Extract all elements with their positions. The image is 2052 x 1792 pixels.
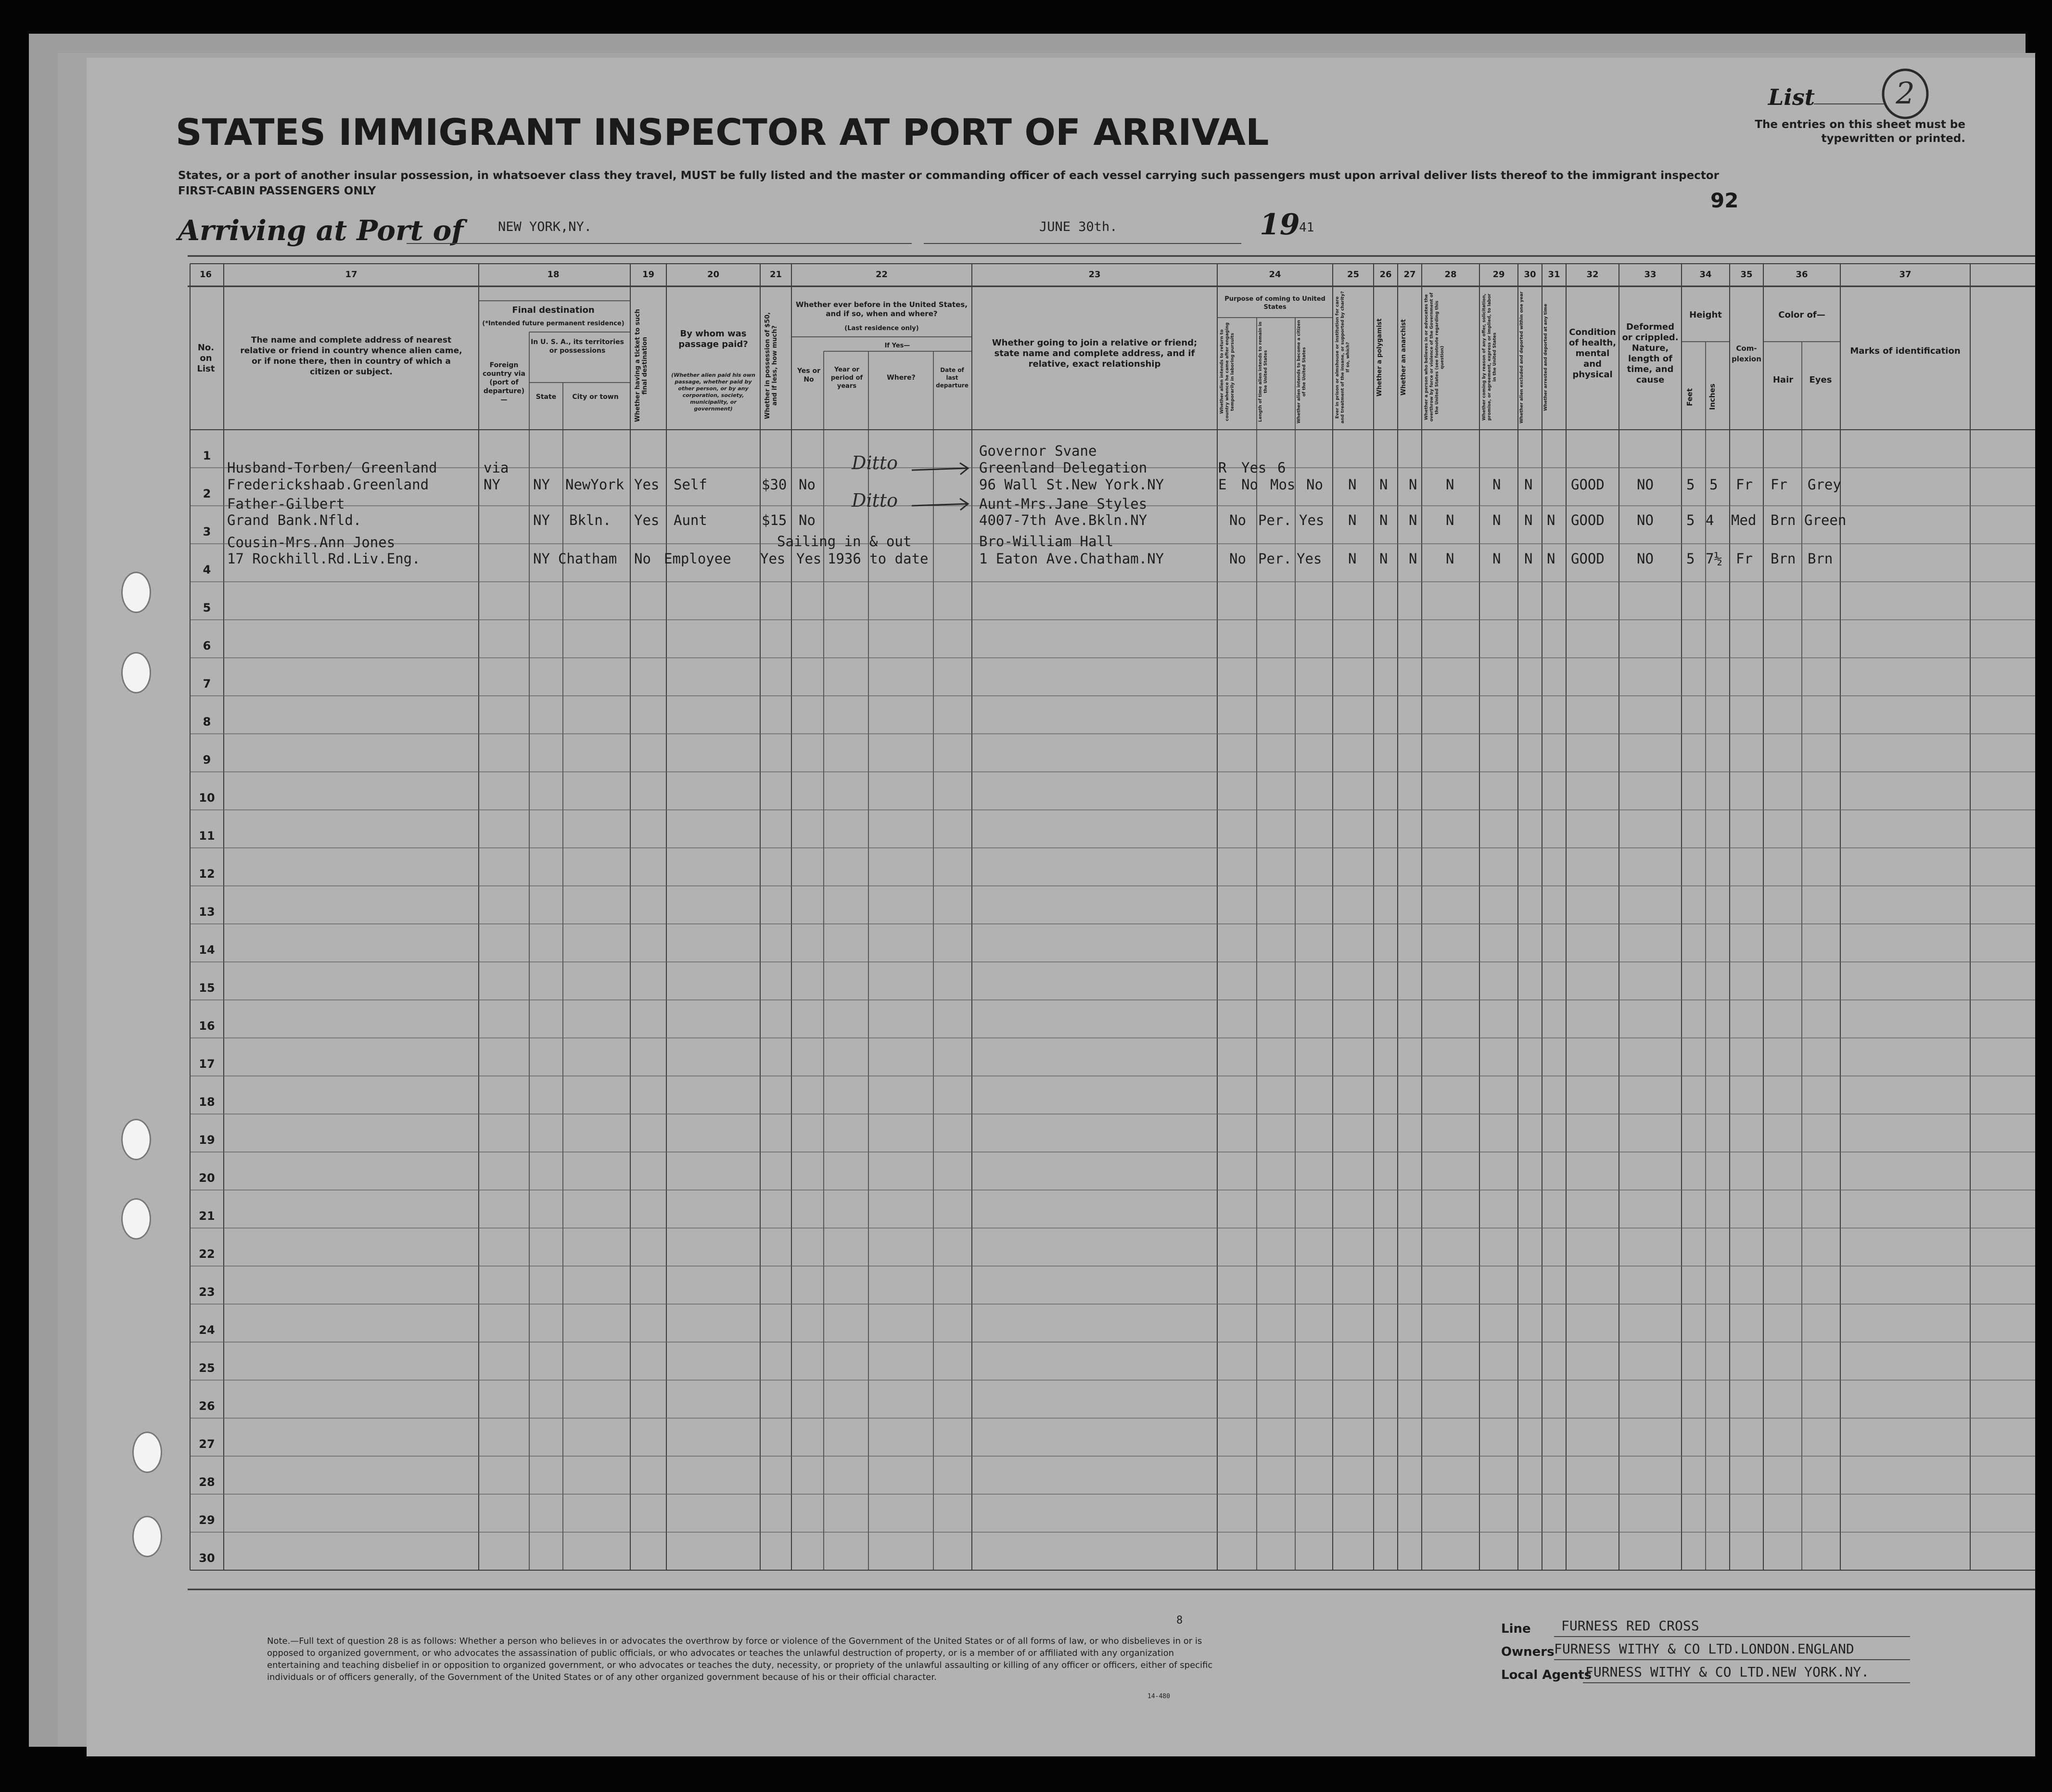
row2-paid-by: Aunt: [674, 512, 707, 528]
header-height: Height: [1689, 310, 1722, 320]
header-purpose-length: Length of time alien intends to remain in the United States: [1258, 321, 1268, 422]
row-number: 8: [203, 715, 211, 729]
header-foreign-country: Foreign country via (port of departure)—: [483, 361, 525, 404]
row2-citizen: Yes: [1299, 512, 1325, 528]
header-ever-before: Whether ever before in the United States, and if so, when and where?: [796, 300, 968, 318]
line-underline: [1554, 1636, 1910, 1637]
row3-health: GOOD: [1571, 550, 1605, 567]
header-state: State: [535, 393, 557, 401]
row1-join-3: 96 Wall St.New York.NY: [979, 476, 1164, 493]
line-value: FURNESS RED CROSS: [1561, 1618, 1699, 1634]
row3-join-2: 1 Eaton Ave.Chatham.NY: [979, 550, 1164, 567]
row2-complexion: Med: [1731, 512, 1757, 528]
row3-sailing: Sailing in & out: [777, 533, 912, 550]
col-num-37: 37: [1899, 269, 1912, 280]
row-number: 27: [199, 1437, 215, 1451]
row1-q31: N: [1524, 476, 1533, 493]
header-nearest-relative: The name and complete address of nearest relative or friend in country whence alien came, or if none there, then in country of which a citizen or subject.: [240, 335, 462, 377]
col-num-19: 19: [642, 269, 655, 280]
col-num-35: 35: [1740, 269, 1753, 280]
row-number: 17: [199, 1057, 215, 1071]
row3-q31: N: [1547, 550, 1555, 567]
row-number: 3: [203, 525, 211, 538]
col-num-23: 23: [1088, 269, 1101, 280]
row1-relative-1: Husband-Torben/ Greenland: [227, 460, 437, 476]
header-in-usa: In U. S. A., its territories or possessions: [531, 338, 624, 355]
row2-relative-1: Father-Gilbert: [227, 496, 345, 512]
row1-join-1: Governor Svane: [979, 443, 1097, 459]
row2-state: NY: [533, 512, 550, 528]
owners-label: Owners: [1501, 1645, 1555, 1659]
header-years: Year or period of years: [830, 366, 863, 390]
agents-underline: [1583, 1682, 1910, 1683]
row1-ditto: Ditto: [852, 452, 898, 474]
header-final-destination-note: (*Intended future permanent residence): [482, 320, 625, 327]
header-final-destination: Final destination: [512, 305, 595, 315]
svg-text:2: 2: [1896, 76, 1915, 111]
row-number: 25: [199, 1361, 215, 1375]
header-date-departure: Date of last departure: [936, 367, 969, 389]
row1-complexion: Fr: [1736, 476, 1753, 493]
row-number: 2: [203, 487, 211, 500]
header-health: Condition of health, mental and physical: [1568, 327, 1617, 380]
agents-label: Local Agents: [1501, 1668, 1592, 1682]
header-city: City or town: [572, 393, 619, 401]
row1-state: NY: [533, 476, 550, 493]
row2-city: Bkln.: [569, 512, 612, 528]
col-num-33: 33: [1644, 269, 1657, 280]
page-title: STATES IMMIGRANT INSPECTOR AT PORT OF ARRIVAL: [176, 111, 1269, 154]
col-num-20: 20: [707, 269, 720, 280]
page-marker: 8: [1176, 1614, 1183, 1626]
row2-eyes: Green: [1804, 512, 1847, 528]
col-num-25: 25: [1347, 269, 1360, 280]
row2-prison: N: [1348, 512, 1357, 528]
footnote-q28: Note.—Full text of question 28 is as follows: Whether a person who believes in or advocates the overthrow by force or violence of the Government of the United States or of all forms of law, or who disbelieves in or is opposed to organized government, or who advocates the assassination of public officials, or who advocates or teaches the unlawful destruction of property, or is a member of or affiliated with any organization entertaining and teaching disbelief in or opposition to organized government, or who advocates or teaches the duty, necessity, or propriety of the unlawful assaulting or killing of any officer or officers, either of specific individuals or of officers generally, of the Government of the United States or of any other organized government because of his or their official character.: [267, 1636, 1213, 1682]
header-complexion: Com-plexion: [1732, 344, 1761, 363]
row3-state: NY: [533, 550, 550, 567]
row3-ticket: No: [634, 550, 651, 567]
row3-q28: N: [1446, 550, 1454, 567]
row3-deformed: NO: [1637, 550, 1654, 567]
row3-hair: Brn: [1771, 550, 1796, 567]
row1-citizen-1: 6: [1277, 460, 1286, 476]
row3-citizen: Yes: [1297, 550, 1322, 567]
row3-relative-1: Cousin-Mrs.Ann Jones: [227, 534, 395, 550]
row1-city: NewYork: [565, 476, 625, 493]
row2-inches: 4: [1706, 512, 1714, 528]
row3-feet: 5: [1686, 550, 1695, 567]
row1-return-1: R: [1218, 460, 1227, 476]
header-going-to-join: Whether going to join a relative or friend; state name and complete address, and if relative, exact relationship: [992, 338, 1198, 369]
row1-ticket: Yes: [634, 476, 660, 493]
header-anarchist: Whether an anarchist: [1400, 319, 1407, 396]
row1-hair: Fr: [1771, 476, 1787, 493]
col-num-17: 17: [345, 269, 357, 280]
header-feet: Feet: [1685, 388, 1694, 406]
row3-length: Per.: [1258, 550, 1292, 567]
col-num-21: 21: [769, 269, 782, 280]
row1-feet: 5: [1686, 476, 1695, 493]
col-num-16: 16: [199, 269, 212, 280]
row-number: 22: [199, 1247, 215, 1261]
row-number: 18: [199, 1095, 215, 1109]
row1-polygamist: N: [1348, 476, 1357, 493]
row-number: 6: [203, 639, 211, 653]
row1-paid-by: Self: [674, 476, 707, 493]
row-number: 15: [199, 981, 215, 995]
date-value: JUNE 30th.: [1039, 219, 1118, 234]
row1-join-2: Greenland Delegation: [979, 460, 1147, 476]
row2-anarchist: N: [1409, 512, 1417, 528]
row2-join-2: 4007-7th Ave.Bkln.NY: [979, 512, 1147, 528]
header-inches: Inches: [1708, 384, 1717, 410]
row2-return: No: [1229, 512, 1246, 528]
header-eyes: Eyes: [1809, 375, 1832, 385]
row-number: 14: [199, 943, 215, 957]
header-purpose-citizen: Whether alien intends to become a citizen of the United States: [1297, 320, 1307, 423]
row2-relative-2: Grand Bank.Nfld.: [227, 512, 362, 528]
year-suffix: 41: [1299, 220, 1314, 235]
row1-q28: N: [1446, 476, 1454, 493]
row1-foreign-2: NY: [484, 476, 500, 493]
row2-hair: Brn: [1771, 512, 1796, 528]
row-number: 12: [199, 867, 215, 881]
header-q29: Whether coming by reason of any offer, solicitation, promise, or agreement, express or implied, to labor in the United States: [1482, 294, 1497, 421]
row2-q28: N: [1446, 512, 1454, 528]
col-num-26: 26: [1379, 269, 1392, 280]
row2-join-1: Aunt-Mrs.Jane Styles: [979, 496, 1147, 512]
row1-relative-2: Frederickshaab.Greenland: [227, 476, 429, 493]
header-yes-or-no: Yes or No: [797, 367, 821, 384]
row3-ever-before: Yes: [796, 550, 822, 567]
row3-join-1: Bro-William Hall: [979, 533, 1114, 550]
row-number: 9: [203, 753, 211, 767]
owners-underline: [1554, 1659, 1910, 1660]
row2-q31: N: [1547, 512, 1555, 528]
header-where: Where?: [887, 374, 916, 382]
header-hair: Hair: [1772, 375, 1794, 385]
row1-prison: No: [1306, 476, 1323, 493]
sheet-number: 92: [1710, 189, 1739, 212]
row-number: 19: [199, 1133, 215, 1147]
row1-eyes: Grey: [1808, 476, 1841, 493]
row2-deformed: NO: [1637, 512, 1654, 528]
col-num-31: 31: [1548, 269, 1560, 280]
row2-length: Per.: [1258, 512, 1292, 528]
row-number: 10: [199, 791, 215, 805]
col-num-18: 18: [547, 269, 560, 280]
row1-health: GOOD: [1571, 476, 1605, 493]
header-passage-paid: By whom was passage paid?: [678, 329, 748, 349]
row2-money: $15: [762, 512, 787, 528]
line-label: Line: [1501, 1622, 1531, 1636]
row2-feet: 5: [1686, 512, 1695, 528]
col-num-28: 28: [1444, 269, 1457, 280]
row-number: 7: [203, 677, 211, 691]
header-last-residence: (Last residence only): [844, 325, 919, 332]
header-marks: Marks of identification: [1850, 346, 1961, 356]
row-number: 4: [203, 563, 211, 576]
row-number: 23: [199, 1285, 215, 1299]
row2-q29: N: [1492, 512, 1501, 528]
header-color-of: Color of—: [1778, 310, 1825, 320]
instruction-line: States, or a port of another insular possession, in whatsoever class they travel, MUST be fully listed and the master or commanding officer of each vessel carrying such passengers must upon arrival deliver lists thereof to the immigrant inspector: [178, 169, 1719, 182]
header-q30: Whether alien excluded and deported within one year: [1519, 291, 1524, 423]
row1-q27: N: [1409, 476, 1417, 493]
header-money: Whether in possession of $50, and if less, how much?: [764, 312, 778, 420]
row-number: 21: [199, 1209, 215, 1223]
row3-polygamist: N: [1379, 550, 1388, 567]
header-prison: Ever in prison or almshouse or institution for care and treatment of the insane, or supported by charity? If so, which?: [1335, 291, 1351, 423]
owners-value: FURNESS WITHY & CO LTD.LONDON.ENGLAND: [1554, 1641, 1854, 1657]
row3-complexion: Fr: [1736, 550, 1753, 567]
header-ticket: Whether having a ticket to such final destination: [634, 309, 649, 422]
year-prefix: 19: [1260, 208, 1300, 242]
col-num-32: 32: [1586, 269, 1599, 280]
row1-length-1: Yes: [1241, 460, 1267, 476]
row-number: 30: [199, 1551, 215, 1565]
row1-inches: 5: [1709, 476, 1718, 493]
row-number: 1: [203, 449, 211, 462]
row3-paid-by: Employee: [664, 550, 731, 567]
col-num-27: 27: [1403, 269, 1416, 280]
header-no-on-list: No. on List: [197, 343, 215, 374]
row3-eyes: Brn: [1808, 550, 1833, 567]
row3-years: 1936 to date: [828, 550, 929, 567]
col-num-22: 22: [875, 269, 888, 280]
row1-length-2: No: [1241, 476, 1258, 493]
row1-q29: N: [1492, 476, 1501, 493]
row3-q29: N: [1492, 550, 1501, 567]
row2-ditto: Ditto: [852, 490, 898, 511]
row-number: 16: [199, 1019, 215, 1033]
row1-anarchist: N: [1379, 476, 1388, 493]
passenger-class-line: FIRST-CABIN PASSENGERS ONLY: [178, 185, 376, 197]
header-deformed: Deformed or crippled. Nature, length of time, and cause: [1622, 322, 1679, 385]
row-number: 20: [199, 1171, 215, 1185]
row1-foreign-1: via: [484, 460, 509, 476]
header-purpose-return: Whether alien intends to return to country whence he came after engaging temporarily in laboring pursuits: [1220, 322, 1235, 421]
row3-money: Yes: [760, 550, 786, 567]
row3-city: Chatham: [558, 550, 617, 567]
agents-value: FURNESS WITHY & CO LTD.NEW YORK.NY.: [1585, 1664, 1870, 1680]
col-num-24: 24: [1269, 269, 1281, 280]
list-label: List: [1768, 84, 1815, 110]
col-num-34: 34: [1699, 269, 1712, 280]
header-polygamist: Whether a polygamist: [1376, 318, 1383, 397]
col-num-29: 29: [1492, 269, 1505, 280]
row2-q30: N: [1524, 512, 1533, 528]
row-number: 5: [203, 601, 211, 614]
row-number: 26: [199, 1399, 215, 1413]
row1-citizen-2: Mos: [1270, 476, 1296, 493]
row1-ever-before: No: [799, 476, 816, 493]
row-number: 24: [199, 1323, 215, 1337]
header-if-yes: If Yes—: [884, 342, 910, 349]
row2-ever-before: No: [799, 512, 816, 528]
row3-return: No: [1229, 550, 1246, 567]
header-purpose: Purpose of coming to United States: [1224, 295, 1326, 311]
row3-q30: N: [1524, 550, 1533, 567]
row1-deformed: NO: [1637, 476, 1654, 493]
row3-relative-2: 17 Rockhill.Rd.Liv.Eng.: [227, 550, 421, 567]
row-number: 11: [199, 829, 215, 843]
port-value: NEW YORK,NY.: [498, 219, 592, 234]
form-code: 14-480: [1147, 1693, 1170, 1700]
row1-return-2: E: [1218, 476, 1227, 493]
row2-polygamist: N: [1379, 512, 1388, 528]
row2-health: GOOD: [1571, 512, 1605, 528]
row3-inches: 7½: [1706, 550, 1722, 567]
header-q31: Whether arrested and deported at any time: [1543, 304, 1548, 411]
col-num-30: 30: [1524, 269, 1536, 280]
entries-note: The entries on this sheet must be typewritten or printed.: [1755, 118, 1965, 145]
row3-anarchist: N: [1409, 550, 1417, 567]
header-q28: Whether a person who believes in or advocates the overthrow by force or violence of the Government of the United States (see footnote regarding this question): [1424, 293, 1445, 422]
row1-money: $30: [762, 476, 787, 493]
row2-ticket: Yes: [634, 512, 660, 528]
arriving-label: Arriving at Port of: [178, 214, 464, 247]
row3-prison: N: [1348, 550, 1357, 567]
row-number: 28: [199, 1475, 215, 1489]
row-number: 13: [199, 905, 215, 919]
col-num-36: 36: [1796, 269, 1808, 280]
row-number: 29: [199, 1513, 215, 1527]
header-passage-paid-note: (Whether alien paid his own passage, whether paid by other person, or by any corporation, society, municipality, or government): [671, 372, 755, 412]
